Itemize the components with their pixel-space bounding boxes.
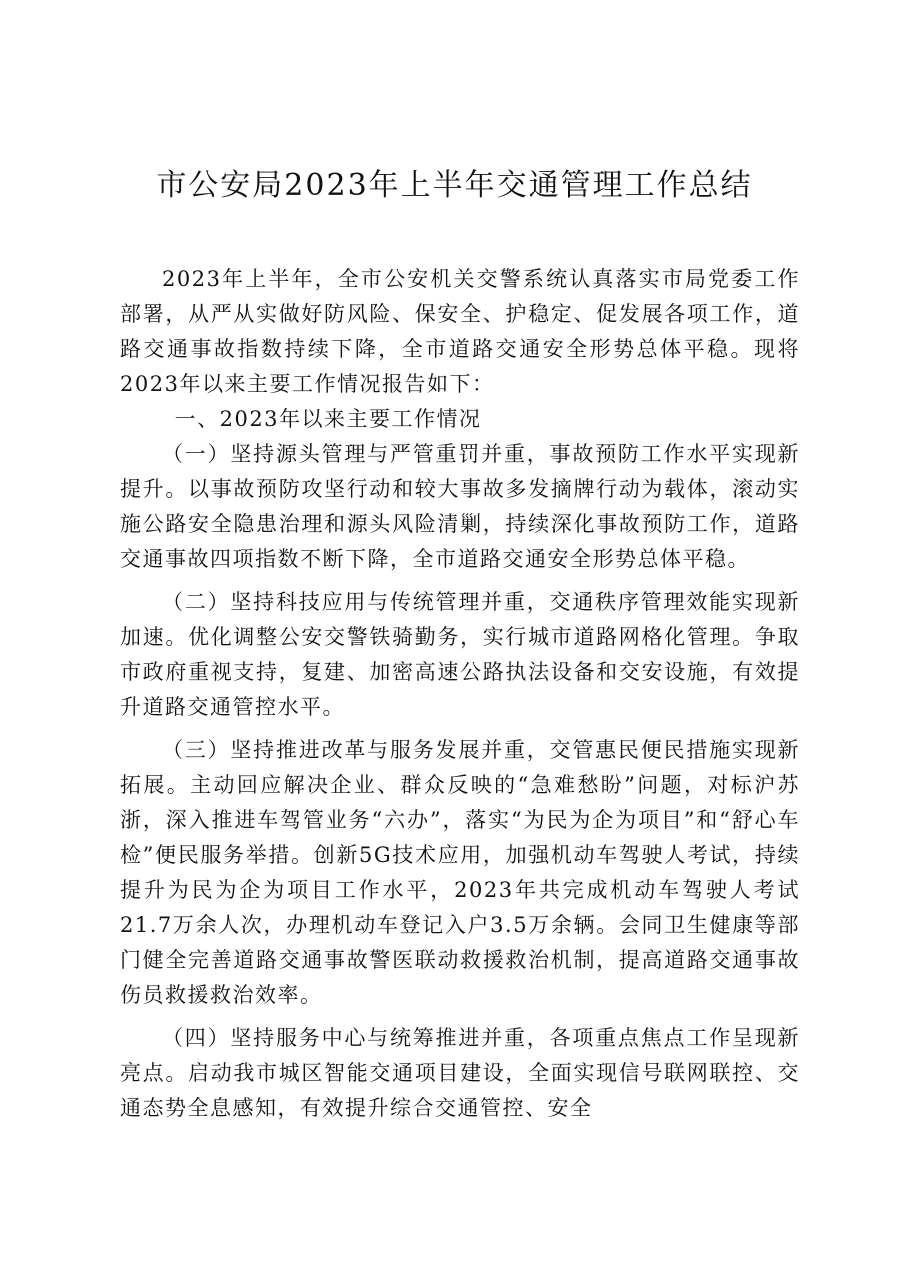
- paragraph-3: （三）坚持推进改革与服务发展并重，交管惠民便民措施实现新拓展。主动回应解决企业、群众反映的“急难愁盼”问题，对标沪苏浙，深入推进车驾管业务“六办”，落实“为民为企为项目”和“舒心车检”便民服务举措。创新5G技术应用，加强机动车驾驶人考试，持续提升为民为企为项目工作水平，2023年共完成机动车驾驶人考试21.7万余人次，办理机动车登记入户3.5万余辆。会同卫生健康等部门健全完善道路交通事故警医联动救援救治机制，提高道路交通事故伤员救援救治效率。: [120, 738, 800, 1007]
- paragraph-1: （一）坚持源头管理与严管重罚并重，事故预防工作水平实现新提升。以事故预防攻坚行动和较大事故多发摘牌行动为载体，滚动实施公路安全隐患治理和源头风险清剿，持续深化事故预防工作，道路交通事故四项指数不断下降，全市道路交通安全形势总体平稳。: [120, 442, 800, 571]
- document-title: 市公安局2023年上半年交通管理工作总结: [156, 168, 753, 203]
- paragraph-2: （二）坚持科技应用与传统管理并重，交通秩序管理效能实现新加速。优化调整公安交警铁骑勤务，实行城市道路网格化管理。争取市政府重视支持，复建、加密高速公路执法设备和交安设施，有效提升道路交通管控水平。: [120, 590, 800, 719]
- paragraph-spacer: [120, 577, 800, 585]
- section-heading: 一、2023年以来主要工作情况: [174, 407, 482, 431]
- document-body: [120, 262, 800, 1126]
- intro-paragraph: 2023年上半年，全市公安机关交警系统认真落实市局党委工作部署，从严从实做好防风险、保安全、护稳定、促发展各项工作，道路交通事故指数持续下降，全市道路交通安全形势总体平稳。现将2023年以来主要工作情况报告如下：: [120, 267, 800, 396]
- paragraph-spacer: [120, 1013, 800, 1021]
- paragraph-4: （四）坚持服务中心与统筹推进并重，各项重点焦点工作呈现新亮点。启动我市城区智能交通项目建设，全面实现信号联网联控、交通态势全息感知，有效提升综合交通管控、安全: [120, 1026, 800, 1120]
- paragraph-spacer: [120, 725, 800, 733]
